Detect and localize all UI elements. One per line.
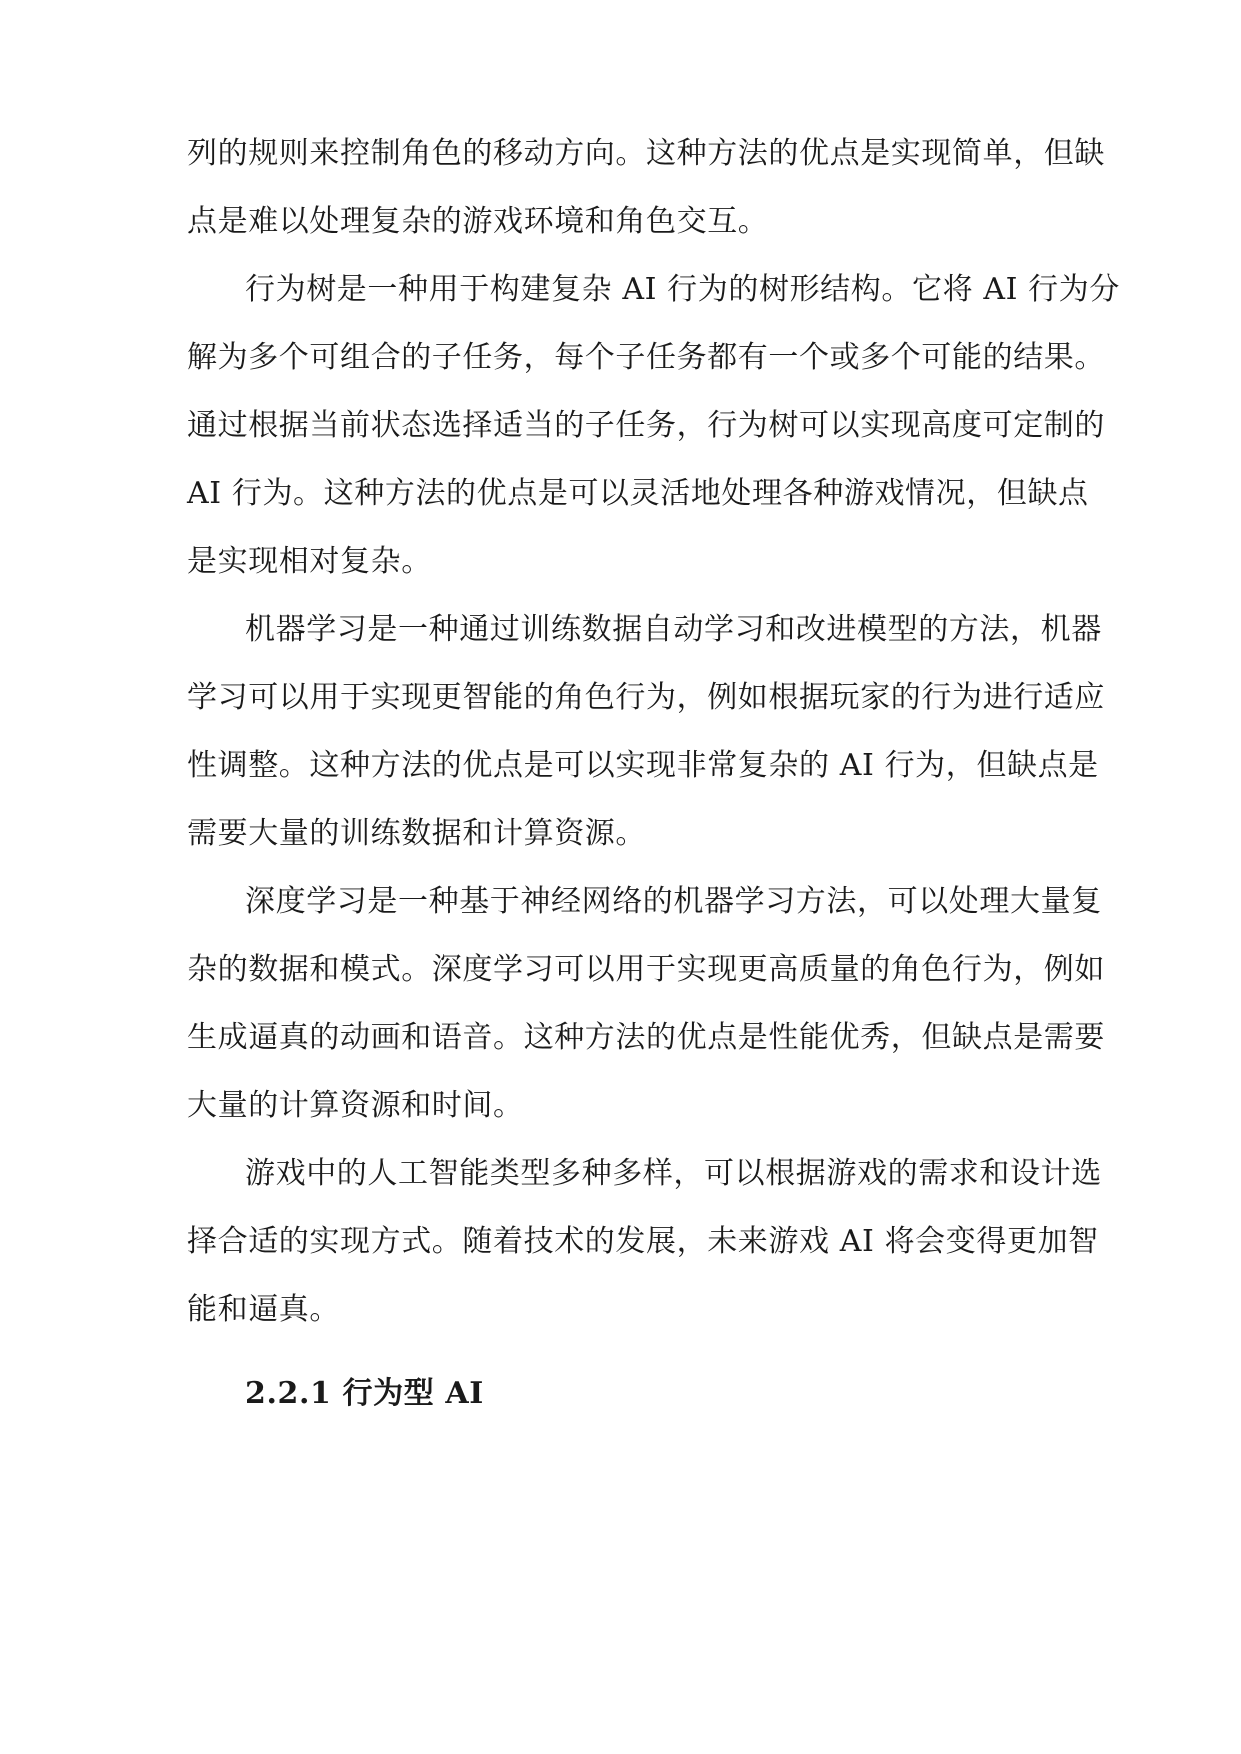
paragraph-2-line-5: 是实现相对复杂。 bbox=[187, 544, 432, 579]
paragraph-4-line-4: 大量的计算资源和时间。 bbox=[187, 1088, 524, 1123]
paragraph-5-line-3: 能和逼真。 bbox=[187, 1292, 340, 1327]
paragraph-3-line-1: 机器学习是一种通过训练数据自动学习和改进模型的方法，机器 bbox=[245, 612, 1102, 647]
paragraph-4-line-1: 深度学习是一种基于神经网络的机器学习方法，可以处理大量复 bbox=[245, 884, 1102, 919]
paragraph-2-line-3: 通过根据当前状态选择适当的子任务，行为树可以实现高度可定制的 bbox=[187, 408, 1105, 443]
section-heading: 2.2.1 行为型 AI bbox=[245, 1376, 484, 1411]
paragraph-3-line-4: 需要大量的训练数据和计算资源。 bbox=[187, 816, 646, 851]
paragraph-2-line-1: 行为树是一种用于构建复杂 AI 行为的树形结构。它将 AI 行为分 bbox=[245, 272, 1120, 307]
paragraph-3-line-2: 学习可以用于实现更智能的角色行为，例如根据玩家的行为进行适应 bbox=[187, 680, 1105, 715]
paragraph-2-line-2: 解为多个可组合的子任务，每个子任务都有一个或多个可能的结果。 bbox=[187, 340, 1105, 375]
paragraph-3-line-3: 性调整。这种方法的优点是可以实现非常复杂的 AI 行为，但缺点是 bbox=[187, 748, 1099, 783]
paragraph-5-line-1: 游戏中的人工智能类型多种多样，可以根据游戏的需求和设计选 bbox=[245, 1156, 1102, 1191]
paragraph-1-line-1: 列的规则来控制角色的移动方向。这种方法的优点是实现简单，但缺 bbox=[187, 136, 1105, 171]
paragraph-4-line-2: 杂的数据和模式。深度学习可以用于实现更高质量的角色行为，例如 bbox=[187, 952, 1105, 987]
paragraph-5-line-2: 择合适的实现方式。随着技术的发展，未来游戏 AI 将会变得更加智 bbox=[187, 1224, 1099, 1259]
paragraph-4-line-3: 生成逼真的动画和语音。这种方法的优点是性能优秀，但缺点是需要 bbox=[187, 1020, 1105, 1055]
paragraph-1-line-2: 点是难以处理复杂的游戏环境和角色交互。 bbox=[187, 204, 769, 239]
paragraph-2-line-4: AI 行为。这种方法的优点是可以灵活地处理各种游戏情况，但缺点 bbox=[187, 476, 1089, 511]
